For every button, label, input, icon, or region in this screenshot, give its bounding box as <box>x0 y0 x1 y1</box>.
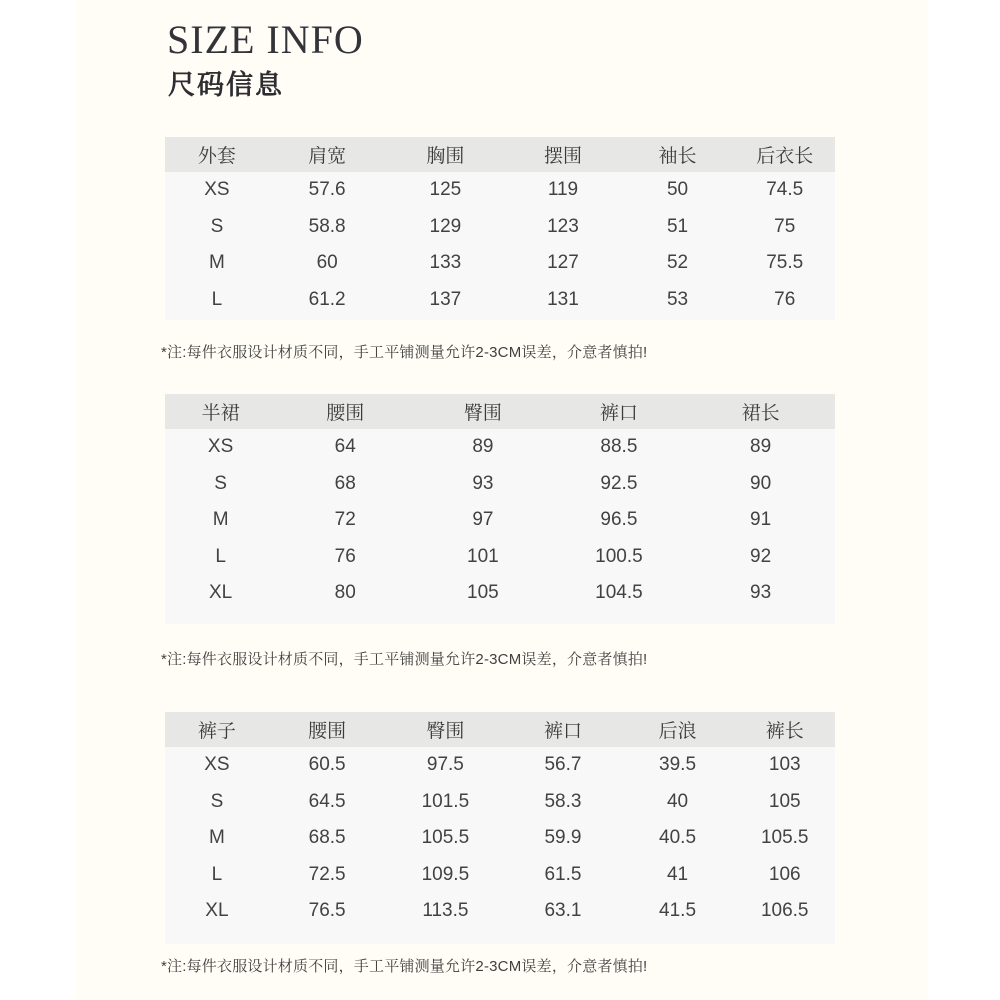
size-label: XS <box>165 429 276 466</box>
size-value: 60.5 <box>269 747 386 784</box>
column-header: 臀围 <box>385 712 505 747</box>
size-value: 106.5 <box>734 893 835 944</box>
table-row <box>165 820 835 857</box>
garment-label: 外套 <box>165 137 269 172</box>
size-value: 63.1 <box>505 893 620 944</box>
size-value: 133 <box>385 245 505 282</box>
size-value: 91 <box>686 502 835 539</box>
size-value: 131 <box>505 282 620 321</box>
size-value: 52 <box>621 245 735 282</box>
table-row <box>165 893 835 944</box>
size-value: 89 <box>414 429 551 466</box>
column-header: 袖长 <box>621 137 735 172</box>
size-value: 58.3 <box>505 784 620 821</box>
size-label: M <box>165 820 269 857</box>
size-value: 106 <box>734 857 835 894</box>
size-value: 57.6 <box>269 172 386 209</box>
size-value: 97.5 <box>385 747 505 784</box>
garment-label: 半裙 <box>165 394 276 429</box>
size-value: 100.5 <box>552 539 687 576</box>
size-value: 105.5 <box>385 820 505 857</box>
column-header: 臀围 <box>414 394 551 429</box>
column-header: 裤长 <box>734 712 835 747</box>
size-label: XS <box>165 172 269 209</box>
size-label: M <box>165 245 269 282</box>
column-header: 后浪 <box>621 712 735 747</box>
size-table-skirt <box>165 394 835 624</box>
size-value: 64.5 <box>269 784 386 821</box>
size-value: 105 <box>414 575 551 624</box>
size-value: 76 <box>276 539 414 576</box>
column-header: 裙长 <box>686 394 835 429</box>
size-label: S <box>165 209 269 246</box>
size-label: XS <box>165 747 269 784</box>
size-value: 76.5 <box>269 893 386 944</box>
size-label: S <box>165 466 276 503</box>
size-value: 119 <box>505 172 620 209</box>
table-row <box>165 245 835 282</box>
table-row <box>165 857 835 894</box>
page-title-english: SIZE INFO <box>167 17 364 62</box>
measurement-note-jacket: *注:每件衣服设计材质不同，手工平铺测量允许2-3CM误差，介意者慎拍! <box>161 344 648 361</box>
garment-label: 裤子 <box>165 712 269 747</box>
size-value: 92 <box>686 539 835 576</box>
column-header: 腰围 <box>269 712 386 747</box>
size-value: 129 <box>385 209 505 246</box>
size-value: 39.5 <box>621 747 735 784</box>
column-header: 肩宽 <box>269 137 386 172</box>
table-row <box>165 539 835 576</box>
size-value: 40 <box>621 784 735 821</box>
size-value: 103 <box>734 747 835 784</box>
size-value: 50 <box>621 172 735 209</box>
size-value: 125 <box>385 172 505 209</box>
size-value: 56.7 <box>505 747 620 784</box>
table-row <box>165 466 835 503</box>
size-value: 75 <box>734 209 835 246</box>
size-value: 92.5 <box>552 466 687 503</box>
size-value: 137 <box>385 282 505 321</box>
size-value: 123 <box>505 209 620 246</box>
table-row <box>165 429 835 466</box>
size-value: 61.5 <box>505 857 620 894</box>
size-value: 88.5 <box>552 429 687 466</box>
size-value: 51 <box>621 209 735 246</box>
header-row <box>165 137 835 172</box>
size-value: 89 <box>686 429 835 466</box>
table-row <box>165 172 835 209</box>
size-value: 60 <box>269 245 386 282</box>
size-label: XL <box>165 575 276 624</box>
size-value: 90 <box>686 466 835 503</box>
size-value: 72 <box>276 502 414 539</box>
size-value: 64 <box>276 429 414 466</box>
column-header: 后衣长 <box>734 137 835 172</box>
size-value: 101.5 <box>385 784 505 821</box>
table-row <box>165 502 835 539</box>
size-table-pants <box>165 712 835 944</box>
measurement-note-skirt: *注:每件衣服设计材质不同，手工平铺测量允许2-3CM误差，介意者慎拍! <box>161 651 648 668</box>
table-row <box>165 784 835 821</box>
size-value: 76 <box>734 282 835 321</box>
size-label: L <box>165 539 276 576</box>
table-row <box>165 575 835 624</box>
size-value: 58.8 <box>269 209 386 246</box>
size-label: S <box>165 784 269 821</box>
size-value: 53 <box>621 282 735 321</box>
page-title-chinese: 尺码信息 <box>168 70 284 100</box>
size-value: 93 <box>686 575 835 624</box>
column-header: 裤口 <box>552 394 687 429</box>
size-value: 40.5 <box>621 820 735 857</box>
column-header: 胸围 <box>385 137 505 172</box>
size-label: M <box>165 502 276 539</box>
size-value: 109.5 <box>385 857 505 894</box>
size-value: 74.5 <box>734 172 835 209</box>
size-value: 105 <box>734 784 835 821</box>
size-value: 41 <box>621 857 735 894</box>
column-header: 裤口 <box>505 712 620 747</box>
size-table-jacket <box>165 137 835 320</box>
size-value: 113.5 <box>385 893 505 944</box>
measurement-note-pants: *注:每件衣服设计材质不同，手工平铺测量允许2-3CM误差，介意者慎拍! <box>161 958 648 975</box>
size-value: 72.5 <box>269 857 386 894</box>
size-value: 80 <box>276 575 414 624</box>
table-row <box>165 209 835 246</box>
size-label: XL <box>165 893 269 944</box>
size-value: 68 <box>276 466 414 503</box>
size-value: 105.5 <box>734 820 835 857</box>
size-label: L <box>165 282 269 321</box>
header-row <box>165 712 835 747</box>
size-value: 101 <box>414 539 551 576</box>
column-header: 摆围 <box>505 137 620 172</box>
size-value: 59.9 <box>505 820 620 857</box>
size-value: 68.5 <box>269 820 386 857</box>
column-header: 腰围 <box>276 394 414 429</box>
size-value: 61.2 <box>269 282 386 321</box>
table-row <box>165 747 835 784</box>
size-value: 97 <box>414 502 551 539</box>
table-row <box>165 282 835 321</box>
size-value: 75.5 <box>734 245 835 282</box>
size-value: 104.5 <box>552 575 687 624</box>
size-label: L <box>165 857 269 894</box>
size-value: 127 <box>505 245 620 282</box>
size-value: 93 <box>414 466 551 503</box>
size-value: 96.5 <box>552 502 687 539</box>
header-row <box>165 394 835 429</box>
size-value: 41.5 <box>621 893 735 944</box>
